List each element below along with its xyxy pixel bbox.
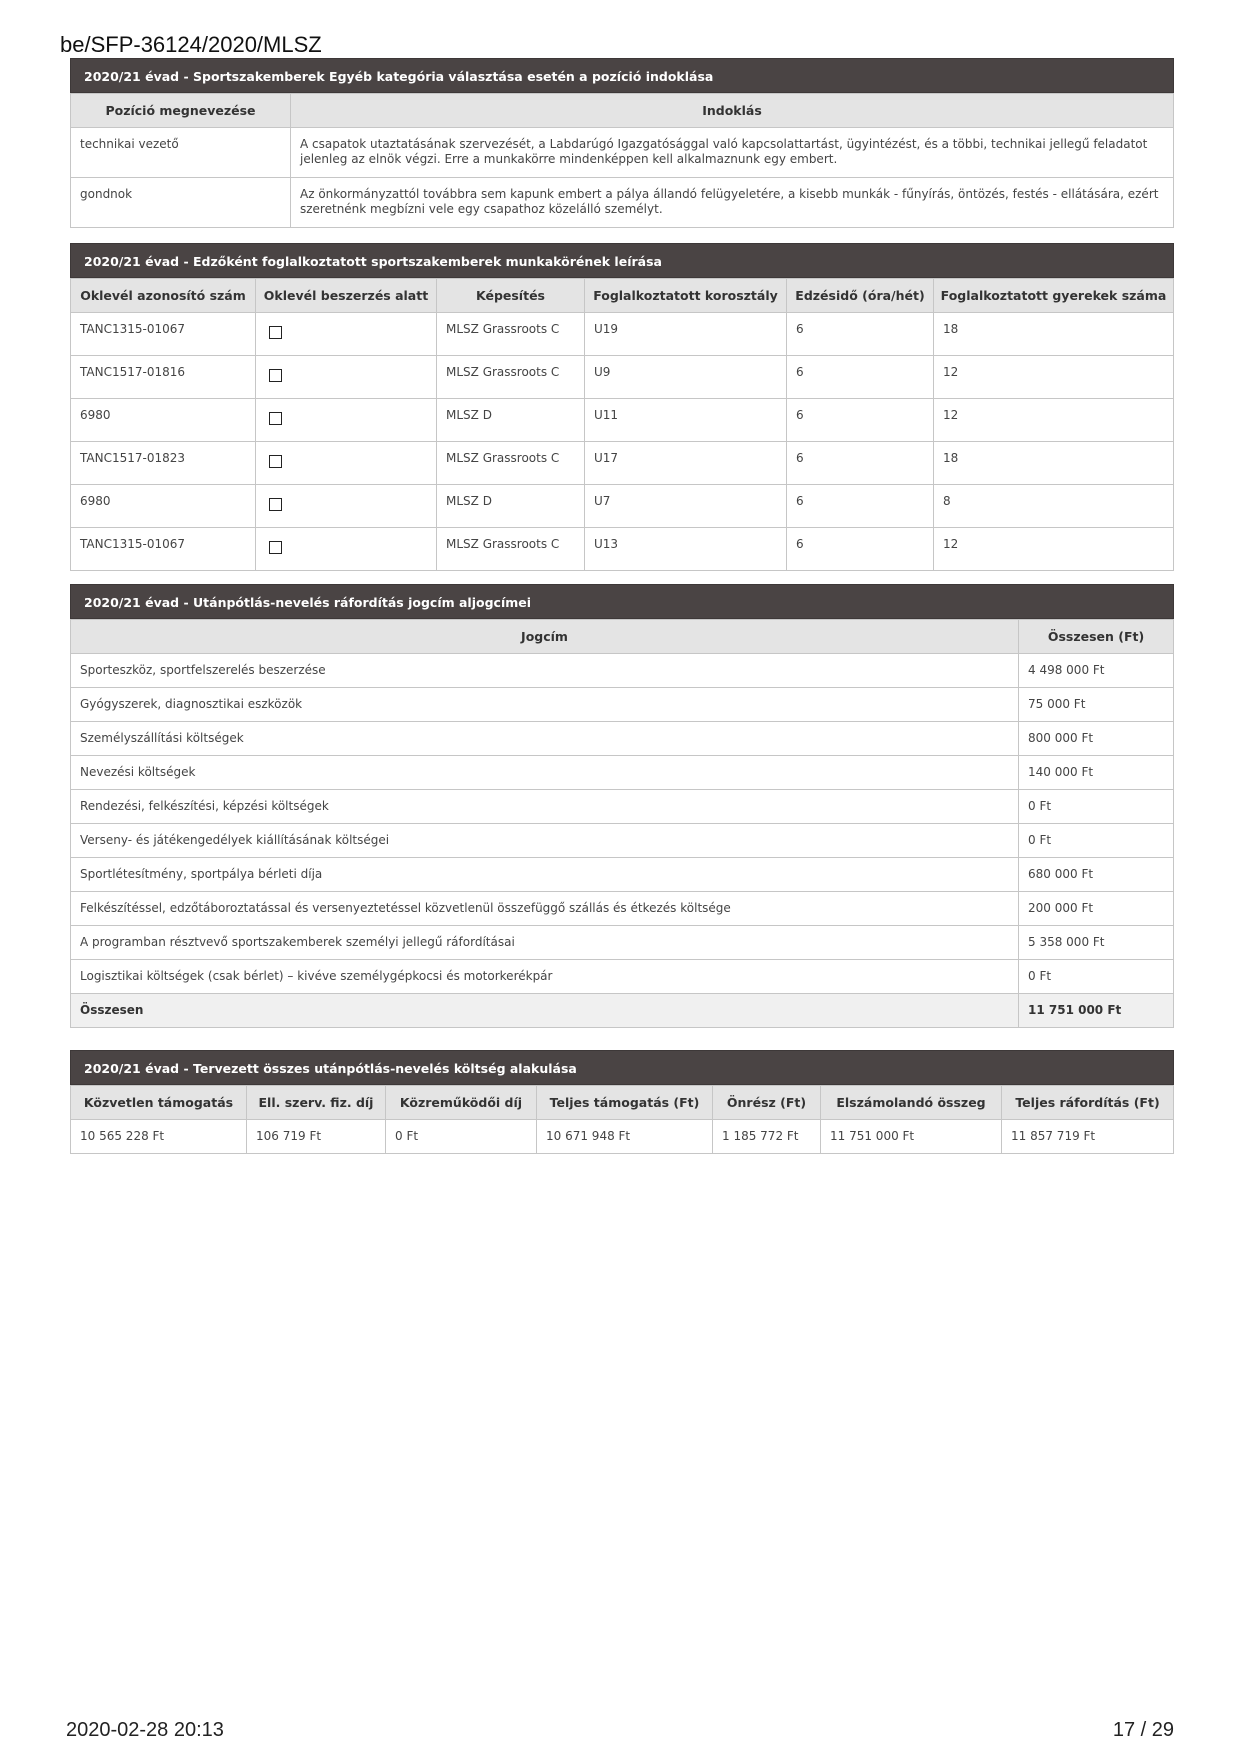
diploma-pending-cell <box>256 528 437 571</box>
training-hours: 6 <box>787 442 934 485</box>
age-group: U13 <box>585 528 787 571</box>
column-header: Oklevél beszerzés alatt <box>256 279 437 313</box>
children-count: 12 <box>934 528 1174 571</box>
table-row <box>71 399 1174 442</box>
expense-category: Rendezési, felkészítési, képzési költségek <box>71 790 1019 824</box>
column-header: Foglalkoztatott korosztály <box>585 279 787 313</box>
expense-amount: 75 000 Ft <box>1019 688 1174 722</box>
age-group: U11 <box>585 399 787 442</box>
document-id: be/SFP-36124/2020/MLSZ <box>60 32 322 57</box>
qualification: MLSZ Grassroots C <box>437 313 585 356</box>
section-title: 2020/21 évad - Edzőként foglalkoztatott sportszakemberek munkakörének leírása <box>70 243 1174 278</box>
table-row <box>71 688 1174 722</box>
column-header: Képesítés <box>437 279 585 313</box>
qualification: MLSZ Grassroots C <box>437 442 585 485</box>
total-support-value: 10 671 948 Ft <box>537 1120 713 1154</box>
qualification: MLSZ Grassroots C <box>437 356 585 399</box>
column-header: Közvetlen támogatás <box>71 1086 247 1120</box>
accountable-amount-value: 11 751 000 Ft <box>821 1120 1002 1154</box>
expense-amount: 0 Ft <box>1019 960 1174 994</box>
table-row <box>71 858 1174 892</box>
section-coach-job-description <box>70 243 1174 571</box>
section-title: 2020/21 évad - Utánpótlás-nevelés ráfordítás jogcím aljogcímei <box>70 584 1174 619</box>
training-hours: 6 <box>787 399 934 442</box>
expense-amount: 5 358 000 Ft <box>1019 926 1174 960</box>
expense-category: Verseny- és játékengedélyek kiállításának költségei <box>71 824 1019 858</box>
diploma-pending-checkbox[interactable] <box>269 369 282 382</box>
direct-support-value: 10 565 228 Ft <box>71 1120 247 1154</box>
table-row <box>71 485 1174 528</box>
qualification: MLSZ Grassroots C <box>437 528 585 571</box>
section-title: 2020/21 évad - Sportszakemberek Egyéb kategória választása esetén a pozíció indoklása <box>70 58 1174 93</box>
age-group: U17 <box>585 442 787 485</box>
table-row <box>71 960 1174 994</box>
training-hours: 6 <box>787 313 934 356</box>
table-row <box>71 892 1174 926</box>
table-row <box>71 756 1174 790</box>
expense-category: Sporteszköz, sportfelszerelés beszerzése <box>71 654 1019 688</box>
position-name: technikai vezető <box>71 128 291 178</box>
total-value: 11 751 000 Ft <box>1019 994 1174 1028</box>
table-row <box>71 654 1174 688</box>
expense-category: Nevezési költségek <box>71 756 1019 790</box>
age-group: U7 <box>585 485 787 528</box>
column-header: Edzésidő (óra/hét) <box>787 279 934 313</box>
table-row <box>71 722 1174 756</box>
page-number: 17 / 29 <box>1112 1719 1174 1741</box>
expense-category: Sportlétesítmény, sportpálya bérleti díja <box>71 858 1019 892</box>
diploma-pending-checkbox[interactable] <box>269 412 282 425</box>
diploma-pending-checkbox[interactable] <box>269 498 282 511</box>
justification-text: A csapatok utaztatásának szervezését, a Labdarúgó Igazgatósággal való kapcsolattartást, ügyintézést, és a többi, technikai jellegű feladatot jelenleg az elnök végzi. Erre a munkakörre mindenképpen kell alkalmaznunk egy embert. <box>291 128 1174 178</box>
training-hours: 6 <box>787 485 934 528</box>
table-row <box>71 128 1174 178</box>
column-header: Elszámolandó összeg <box>821 1086 1002 1120</box>
diploma-id: TANC1517-01823 <box>71 442 256 485</box>
column-header: Pozíció megnevezése <box>71 94 291 128</box>
expense-table <box>70 619 1174 1028</box>
table-row <box>71 178 1174 228</box>
column-header: Teljes támogatás (Ft) <box>537 1086 713 1120</box>
diploma-pending-checkbox[interactable] <box>269 541 282 554</box>
column-header: Teljes ráfordítás (Ft) <box>1002 1086 1174 1120</box>
diploma-pending-cell <box>256 356 437 399</box>
diploma-pending-checkbox[interactable] <box>269 326 282 339</box>
justification-text: Az önkormányzattól továbbra sem kapunk embert a pálya állandó felügyeletére, a kisebb munkák - fűnyírás, öntözés, festés - ellátására, ezért szeretnénk megbízni vele egy csapathoz közelálló személyt. <box>291 178 1174 228</box>
children-count: 8 <box>934 485 1174 528</box>
expense-category: Gyógyszerek, diagnosztikai eszközök <box>71 688 1019 722</box>
diploma-pending-cell <box>256 485 437 528</box>
table-row <box>71 313 1174 356</box>
column-header: Jogcím <box>71 620 1019 654</box>
training-hours: 6 <box>787 356 934 399</box>
column-header: Foglalkoztatott gyerekek száma <box>934 279 1174 313</box>
section-planned-total-costs <box>70 1050 1174 1154</box>
expense-category: Személyszállítási költségek <box>71 722 1019 756</box>
column-header: Indoklás <box>291 94 1174 128</box>
table-row <box>71 926 1174 960</box>
column-header: Oklevél azonosító szám <box>71 279 256 313</box>
expense-amount: 200 000 Ft <box>1019 892 1174 926</box>
table-row <box>71 1120 1174 1154</box>
children-count: 18 <box>934 442 1174 485</box>
control-fee-value: 106 719 Ft <box>247 1120 386 1154</box>
expense-amount: 680 000 Ft <box>1019 858 1174 892</box>
section-expense-subcategories <box>70 584 1174 1028</box>
position-justification-table <box>70 93 1174 228</box>
expense-category: A programban résztvevő sportszakemberek személyi jellegű ráfordításai <box>71 926 1019 960</box>
table-row <box>71 824 1174 858</box>
expense-amount: 140 000 Ft <box>1019 756 1174 790</box>
column-header: Összesen (Ft) <box>1019 620 1174 654</box>
total-expenditure-value: 11 857 719 Ft <box>1002 1120 1174 1154</box>
diploma-id: 6980 <box>71 399 256 442</box>
total-label: Összesen <box>71 994 1019 1028</box>
total-row <box>71 994 1174 1028</box>
planned-costs-table <box>70 1085 1174 1154</box>
expense-amount: 0 Ft <box>1019 790 1174 824</box>
children-count: 12 <box>934 399 1174 442</box>
training-hours: 6 <box>787 528 934 571</box>
age-group: U9 <box>585 356 787 399</box>
table-row <box>71 528 1174 571</box>
children-count: 12 <box>934 356 1174 399</box>
diploma-pending-checkbox[interactable] <box>269 455 282 468</box>
expense-amount: 0 Ft <box>1019 824 1174 858</box>
section-title: 2020/21 évad - Tervezett összes utánpótlás-nevelés költség alakulása <box>70 1050 1174 1085</box>
position-name: gondnok <box>71 178 291 228</box>
own-contribution-value: 1 185 772 Ft <box>713 1120 821 1154</box>
table-row <box>71 790 1174 824</box>
children-count: 18 <box>934 313 1174 356</box>
diploma-id: TANC1315-01067 <box>71 313 256 356</box>
diploma-id: TANC1315-01067 <box>71 528 256 571</box>
diploma-pending-cell <box>256 442 437 485</box>
section-position-justification <box>70 58 1174 228</box>
table-row <box>71 442 1174 485</box>
expense-amount: 800 000 Ft <box>1019 722 1174 756</box>
footer-datetime: 2020-02-28 20:13 <box>66 1719 224 1741</box>
column-header: Ell. szerv. fiz. díj <box>247 1086 386 1120</box>
column-header: Önrész (Ft) <box>713 1086 821 1120</box>
intermediary-fee-value: 0 Ft <box>386 1120 537 1154</box>
age-group: U19 <box>585 313 787 356</box>
expense-amount: 4 498 000 Ft <box>1019 654 1174 688</box>
diploma-pending-cell <box>256 313 437 356</box>
diploma-id: TANC1517-01816 <box>71 356 256 399</box>
coach-table <box>70 278 1174 571</box>
column-header: Közreműködői díj <box>386 1086 537 1120</box>
diploma-pending-cell <box>256 399 437 442</box>
qualification: MLSZ D <box>437 485 585 528</box>
diploma-id: 6980 <box>71 485 256 528</box>
expense-category: Logisztikai költségek (csak bérlet) – kivéve személygépkocsi és motorkerékpár <box>71 960 1019 994</box>
expense-category: Felkészítéssel, edzőtáboroztatással és versenyeztetéssel közvetlenül összefüggő szállás és étkezés költsége <box>71 892 1019 926</box>
qualification: MLSZ D <box>437 399 585 442</box>
table-row <box>71 356 1174 399</box>
